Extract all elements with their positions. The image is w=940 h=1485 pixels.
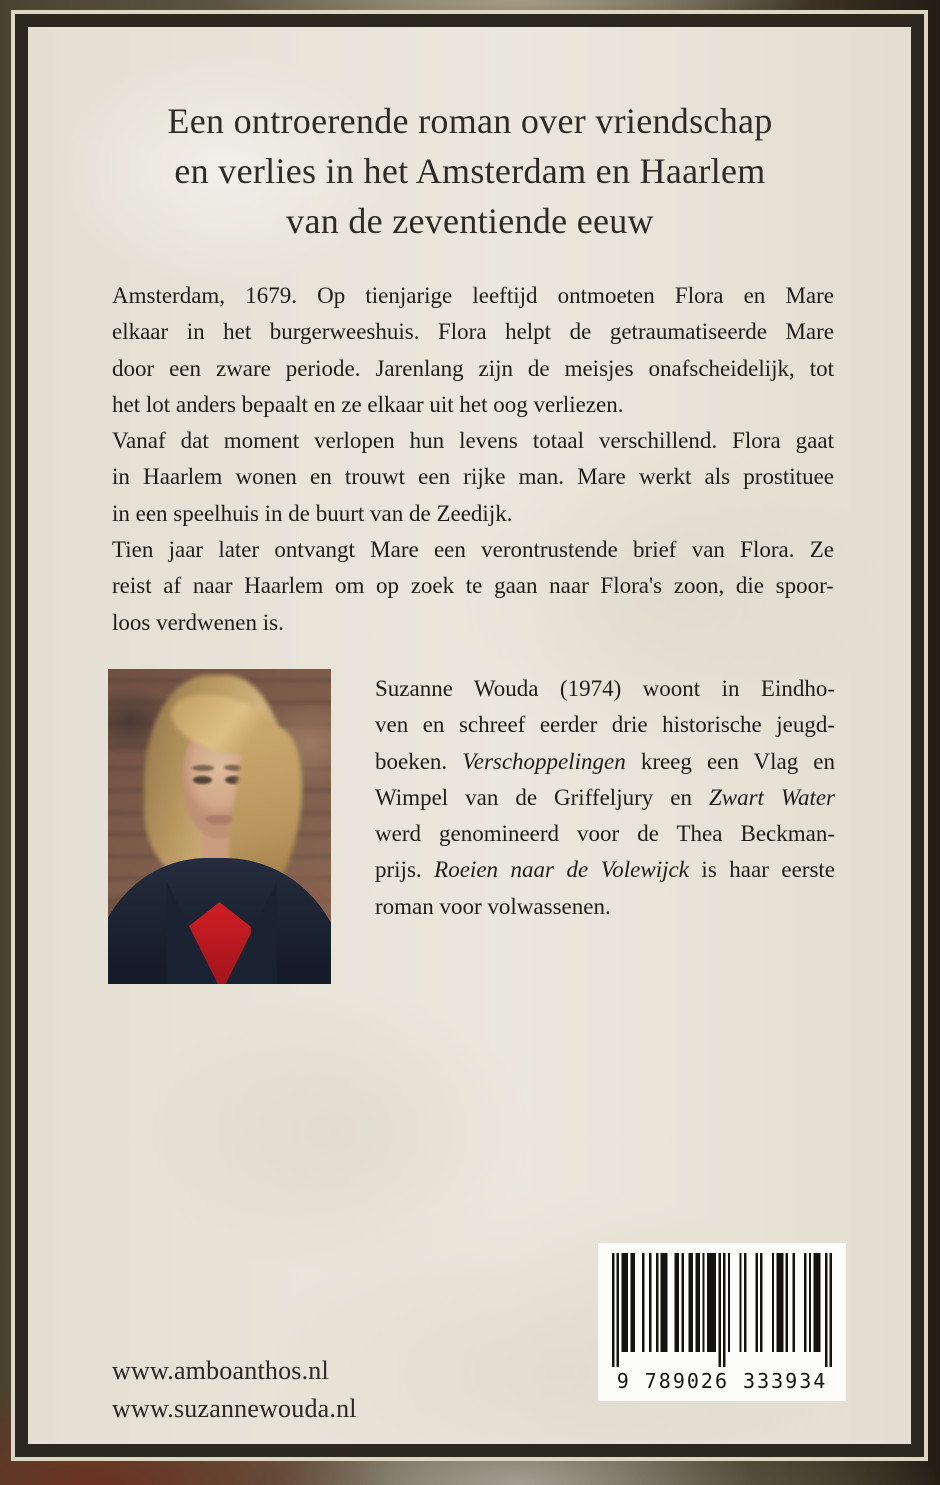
barcode-panel [598,1243,846,1401]
bio-text: prijs. [375,857,435,883]
bio-line [375,707,835,743]
website-links [112,1352,357,1428]
bio-text: roman voor volwassenen. [375,893,611,919]
synopsis-line: Vanaf dat moment verlopen hun levens totaal verschillend. Flora gaat [112,428,834,454]
headline [70,96,870,246]
synopsis-line: door een zware periode. Jarenlang zijn de meisjes onafscheidelijk, tot [112,355,834,381]
barcode-icon [612,1253,832,1367]
synopsis-line: elkaar in het burgerweeshuis. Flora helpt de getraumatiseerde Mare [112,319,834,345]
bio-text: kreeg een Vlag en [625,748,835,774]
headline-line: Een ontroerende roman over vriendschap [167,101,773,141]
synopsis-line: Tien jaar later ontvangt Mare een verontrustende brief van Flora. Ze [112,537,834,563]
author-photo [108,669,331,984]
synopsis-line: het lot anders bepaalt en ze elkaar uit het oog verliezen. [112,391,624,417]
synopsis-line: in een speelhuis in de buurt van de Zeedijk. [112,500,513,526]
synopsis-line: in Haarlem wonen en trouwt een rijke man. Mare werkt als prostituee [112,464,834,490]
author-url: www.suzannewouda.nl [112,1394,357,1423]
bio-line [375,671,835,707]
synopsis [112,278,834,641]
bio-line [375,780,835,816]
bio-line [375,744,835,780]
bio-text: werd genomineerd voor de Thea Beckman- [375,821,835,847]
book-title-italic: Zwart Water [708,784,835,810]
bio-line [375,852,835,888]
photo-vignette [108,669,331,984]
headline-line: en verlies in het Amsterdam en Haarlem [174,151,766,191]
barcode-number: 9 789026 333934 [616,1369,828,1393]
book-title-italic: Roeien naar de Volewijck [434,857,689,883]
publisher-url: www.amboanthos.nl [112,1356,329,1385]
bio-text: boeken. [375,748,463,774]
bio-text: Suzanne Wouda (1974) woont in Eindho- [375,676,835,701]
bio-text: is haar eerste [688,857,836,883]
author-bio [375,671,835,925]
headline-line: van de zeventiende eeuw [286,201,654,241]
bio-line [375,816,835,852]
bio-text: ven en schreef eerder drie historische jeugd- [375,712,835,738]
book-title-italic: Verschoppelingen [462,748,626,774]
synopsis-line: loos verdwenen is. [112,609,284,635]
synopsis-line: Amsterdam, 1679. Op tienjarige leeftijd ontmoeten Flora en Mare [112,283,834,308]
bio-text: Wimpel van de Griffeljury en [375,784,709,810]
bio-line [375,889,835,925]
synopsis-line: reist af naar Haarlem om op zoek te gaan naar Flora's zoon, die spoor- [112,573,834,599]
